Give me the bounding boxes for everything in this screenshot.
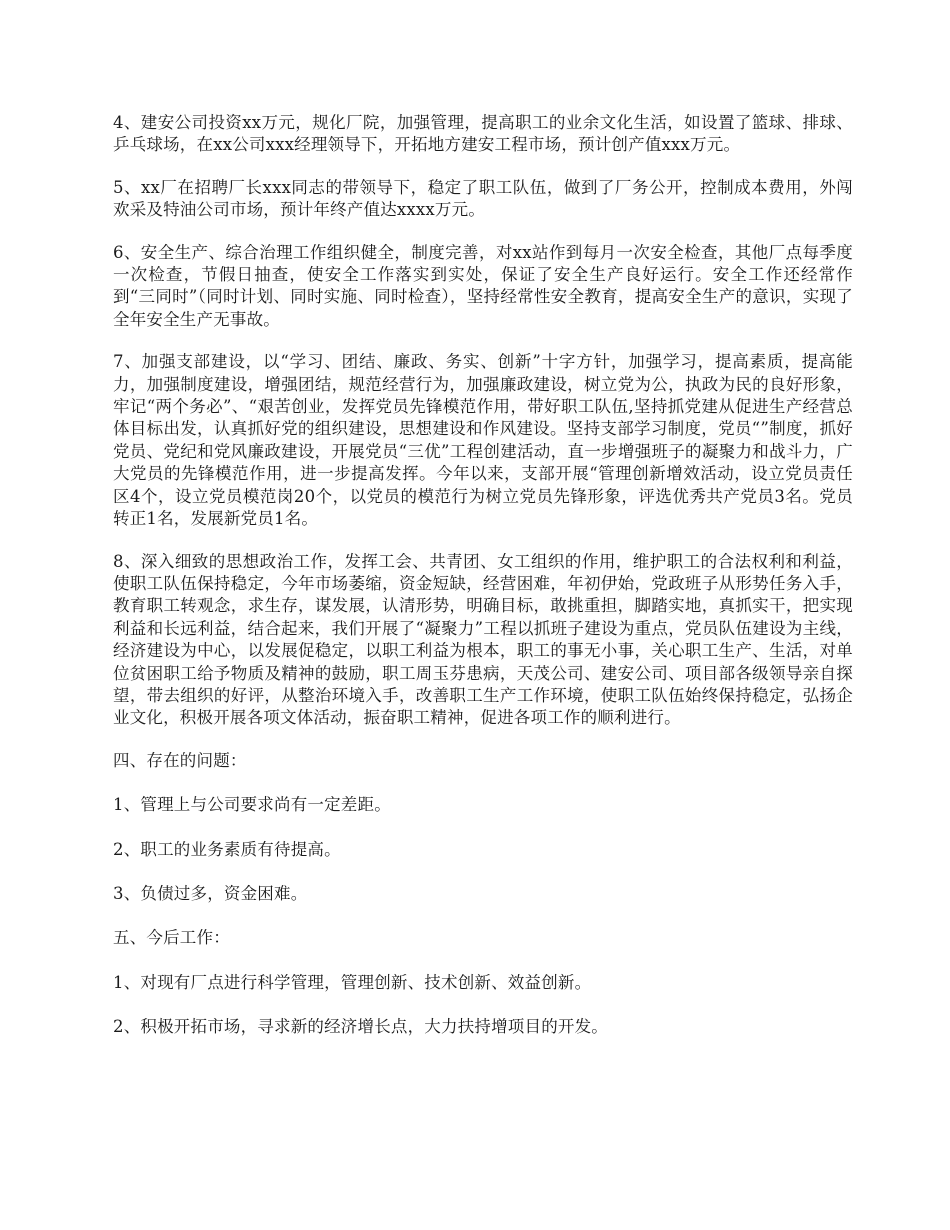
problem-item-2: 2、职工的业务素质有待提高。 bbox=[113, 839, 341, 859]
section-heading-future-work: 五、今后工作： bbox=[113, 928, 230, 948]
paragraph-item-5: 5、xx厂在招聘厂长xxx同志的带领导下，稳定了职工队伍，做到了厂务公开，控制成本费用，外闯欢采及特油公司市场，预计年终产值达xxxx万元。 bbox=[113, 177, 853, 220]
section-heading-problems: 四、存在的问题： bbox=[113, 750, 247, 770]
future-work-item-1: 1、对现有厂点进行科学管理，管理创新、技术创新、效益创新。 bbox=[113, 972, 592, 992]
paragraph-item-4: 4、建安公司投资xx万元，规化厂院，加强管理，提高职工的业余文化生活，如设置了篮球、排球、乒乓球场，在xx公司xxx经理领导下，开拓地方建安工程市场，预计创产值xxx万元。 bbox=[113, 113, 853, 155]
problem-item-3: 3、负债过多，资金困难。 bbox=[113, 883, 308, 903]
paragraph-item-7: 7、加强支部建设，以“学习、团结、廉政、务实、创新”十字方针，加强学习，提高素质，提高能力，加强制度建设，增强团结，规范经营行为，加强廉政建设，树立党为公，执政为民的良好形象，牢记“两个务必”、“艰苦创业，发挥党员先锋模范作用，带好职工队伍,坚持抓党建从促进生产经营总体目标出发，认真抓好党的组织建设，思想建设和作风建设。坚持支部学习制度，党员“”制度，抓好党员、党纪和党风廉政建设，开展党员“三优”工程创建活动，直一步增强班子的凝聚力和战斗力，广大党员的先锋模范作用，进一步提高发挥。今年以来，支部开展“管理创新增效活动，设立党员责任区4个，设立党员模范岗20个，以党员的模范行为树立党员先锋形象，评选优秀共产党员3名。党员转正1名，发展新党员1名。 bbox=[113, 352, 853, 529]
problem-item-1: 1、管理上与公司要求尚有一定差距。 bbox=[113, 795, 391, 815]
paragraph-item-6: 6、安全生产、综合治理工作组织健全，制度完善，对xx站作到每月一次安全检查，其他厂点每季度一次检查，节假日抽查，使安全工作落实到实处，保证了安全生产良好运行。安全工作还经常作到“三同时”（同时计划、同时实施、同时检查），坚持经常性安全教育，提高安全生产的意识，实现了全年安全生产无事故。 bbox=[113, 242, 853, 329]
paragraph-item-8: 8、深入细致的思想政治工作，发挥工会、共青团、女工组织的作用，维护职工的合法权利和利益，使职工队伍保持稳定，今年市场萎缩，资金短缺，经营困难，年初伊始，党政班子从形势任务入手，教育职工转观念，求生存，谋发展，认清形势，明确目标，敢挑重担，脚踏实地，真抓实干，把实现利益和长远利益，结合起来，我们开展了“凝聚力”工程以抓班子建设为重点，党员队伍建设为主线，经济建设为中心，以发展促稳定，以职工利益为根本，职工的事无小事，关心职工生产、生活，对单位贫困职工给予物质及精神的鼓励，职工周玉芬患病，天茂公司、建安公司、项目部各级领导亲自探望，带去组织的好评，从整治环境入手，改善职工生产工作环境，使职工队伍始终保持稳定，弘扬企业文化，积极开展各项文体活动，振奋职工精神，促进各项工作的顺利进行。 bbox=[113, 551, 853, 728]
future-work-item-2: 2、积极开拓市场，寻求新的经济增长点，大力扶持增项目的开发。 bbox=[113, 1017, 608, 1037]
document-page bbox=[113, 112, 853, 1061]
